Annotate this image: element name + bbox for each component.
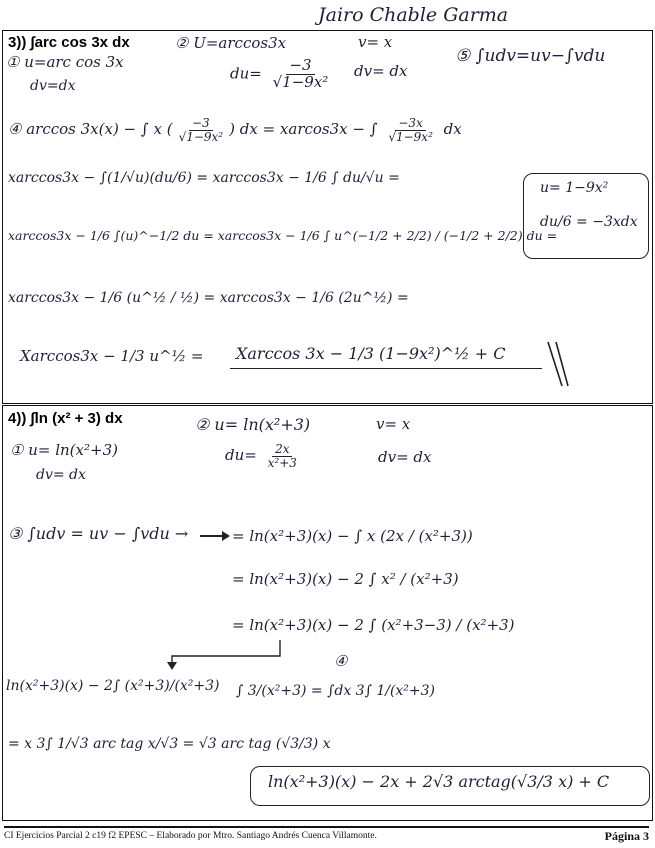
p4-step2-v: v= x [376,415,411,433]
p3-answer-underline [230,368,542,369]
p4-answer-box [250,766,650,806]
p3-step2-v: v= x [358,33,393,51]
footer-page-number: Página 3 [604,829,649,843]
page-footer [4,826,649,846]
p3-line2: xarccos3x − ∫(1/√u)(du/6) = xarccos3x − 1/6 ∫ du/√u = [8,170,400,186]
problem-4-title: 4)) ∫ln (x² + 3) dx [8,410,123,427]
p4-line3: = ln(x²+3)(x) − 2 ∫ (x²+3−3) / (x²+3) [232,616,515,634]
p4-step2-du: du= $\frac{2x}{\text{x²+3}}$ [225,442,297,470]
p4-step2-dv: dv= dx [378,448,432,466]
p3-step2-du: du= $\frac{-3}{\text{√1−9x²}}$ [230,56,329,91]
p4-step1-dv: dv= dx [36,467,86,483]
p3-line5-answer: Xarccos 3x − 1/3 (1−9x²)^½ + C [236,344,506,363]
p3-step1-u: ① u=arc cos 3x [6,53,124,71]
p4-line4-b: ∫ 3/(x²+3) = ∫dx 3∫ 1/(x²+3) [236,683,436,699]
p4-line4-mark: ④ [334,652,348,670]
p3-formula: ⑤ ∫udv=uv−∫vdu [455,46,606,66]
p3-sub-line1: u= 1−9x² [540,180,609,196]
p3-line5-lhs: Xarccos3x − 1/3 u^½ = [20,347,204,365]
p4-line4-a: ln(x²+3)(x) − 2∫ (x²+3)/(x²+3) [6,678,220,694]
problem-4-section [2,405,653,821]
p3-step2-dv: dv= dx [354,62,408,80]
p4-line1-lhs: ③ ∫udv = uv − ∫vdu → [8,524,189,543]
p3-step1-dv: dv=dx [30,78,76,94]
p4-line5: = x 3∫ 1/√3 arc tag x/√3 = √3 arc tag (√3/3) x [8,736,331,752]
p3-step2-u: ② U=arccos3x [175,34,287,52]
p3-sub-line2: du/6 = −3xdx [540,214,638,230]
author-name: Jairo Chable Garma [318,4,509,26]
p4-step2-u: ② u= ln(x²+3) [195,415,311,434]
p4-line1-rhs: = ln(x²+3)(x) − ∫ x (2x / (x²+3)) [232,527,473,545]
p3-line1: ④ arccos 3x(x) − ∫ x ( $\frac{-3}{\text{√1−9x²}}$ ) dx = xarcos3x − ∫ $\frac{-3x}{\text{√1−9x²}}$ dx [8,116,462,144]
p4-line6-answer: ln(x²+3)(x) − 2x + 2√3 arctag(√3/3 x) + C [268,772,610,791]
p3-line4: xarccos3x − 1/6 (u^½ / ½) = xarccos3x − 1/6 (2u^½) = [8,290,409,306]
p4-step1-u: ① u= ln(x²+3) [10,441,118,459]
p4-line2: = ln(x²+3)(x) − 2 ∫ x² / (x²+3) [232,570,459,588]
p3-line3: xarccos3x − 1/6 ∫(u)^−1/2 du = xarccos3x − 1/6 ∫ u^(−1/2 + 2/2) / (−1/2 + 2/2) du = [8,228,558,243]
problem-3-title: 3)) ∫arc cos 3x dx [8,34,130,51]
footer-left-text: CI Ejercicios Parcial 2 c19 f2 EPESC – Elaborado por Mtro. Santiago Andrés Cuenca Villamonte. [4,831,377,841]
